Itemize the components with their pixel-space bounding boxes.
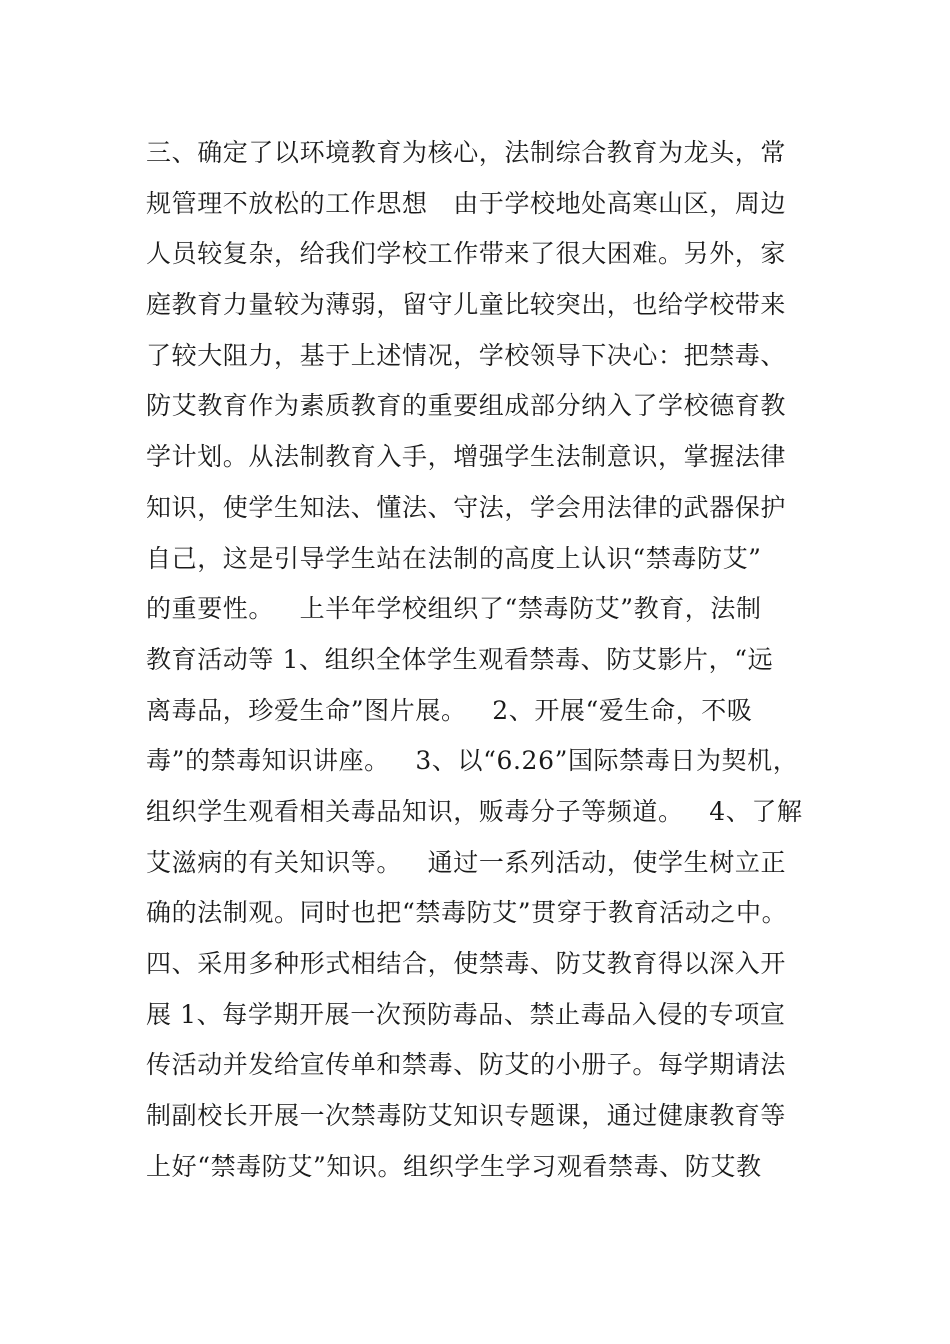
body-text — [146, 128, 826, 1192]
text-line: 防艾教育作为素质教育的重要组成部分纳入了学校德育教 — [146, 391, 787, 421]
text-line: 规管理不放松的工作思想 由于学校地处高寒山区，周边 — [146, 188, 787, 218]
text-line: 知识，使学生知法、懂法、守法，学会用法律的武器保护 — [146, 492, 787, 522]
text-line: 离毒品，珍爱生命”图片展。 2、开展“爱生命，不吸 — [146, 695, 753, 725]
text-line: 制副校长开展一次禁毒防艾知识专题课，通过健康教育等 — [146, 1101, 787, 1131]
text-line: 教育活动等 1、组织全体学生观看禁毒、防艾影片，“远 — [146, 644, 774, 674]
text-line: 的重要性。 上半年学校组织了“禁毒防艾”教育，法制 — [146, 594, 762, 624]
text-line: 四、采用多种形式相结合，使禁毒、防艾教育得以深入开 — [146, 949, 787, 978]
text-line: 上好“禁毒防艾”知识。组织学生学习观看禁毒、防艾教 — [146, 1151, 762, 1181]
text-line: 学计划。从法制教育入手，增强学生法制意识，掌握法律 — [146, 442, 787, 472]
text-line: 传活动并发给宣传单和禁毒、防艾的小册子。每学期请法 — [146, 1050, 787, 1080]
text-line: 确的法制观。同时也把“禁毒防艾”贯穿于教育活动之中。 — [146, 898, 788, 928]
text-line: 组织学生观看相关毒品知识，贩毒分子等频道。 4、了解 — [146, 796, 803, 826]
text-line: 艾滋病的有关知识等。 通过一系列活动，使学生树立正 — [146, 847, 787, 877]
text-line: 展 1、每学期开展一次预防毒品、禁止毒品入侵的专项宣 — [146, 999, 786, 1029]
text-line: 了较大阻力，基于上述情况，学校领导下决心：把禁毒、 — [146, 340, 787, 370]
text-line: 人员较复杂，给我们学校工作带来了很大困难。另外，家 — [146, 239, 787, 269]
text-line: 庭教育力量较为薄弱，留守儿童比较突出，也给学校带来 — [146, 290, 787, 320]
text-line: 毒”的禁毒知识讲座。 3、以“6.26”国际禁毒日为契机， — [146, 746, 799, 776]
text-line: 自己，这是引导学生站在法制的高度上认识“禁毒防艾” — [146, 543, 762, 573]
text-line: 三、确定了以环境教育为核心，法制综合教育为龙头，常 — [146, 138, 787, 167]
